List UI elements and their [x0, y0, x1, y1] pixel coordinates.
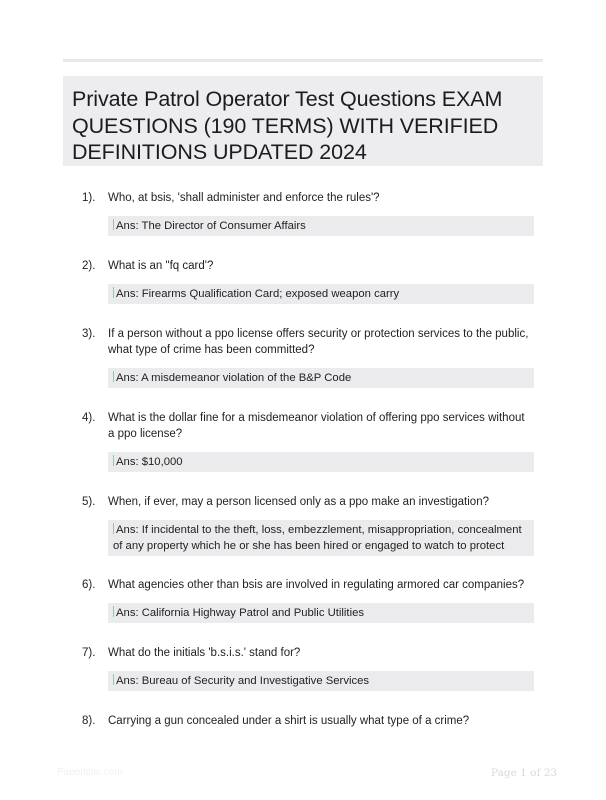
- question-number: 1).: [82, 192, 96, 204]
- answer-box: [108, 671, 534, 691]
- answer-accent-bar: [113, 219, 114, 230]
- document-title: Private Patrol Operator Test Questions EXAM QUESTIONS (190 TERMS) WITH VERIFIED DEFINITIONS UPDATED 2024: [72, 87, 503, 164]
- answer-text: Ans: California Highway Patrol and Public Utilities: [116, 607, 365, 619]
- question-number: 4).: [82, 412, 96, 424]
- question-number: 7).: [82, 647, 96, 659]
- answer-box: [108, 284, 534, 304]
- question-number: 8).: [82, 715, 96, 727]
- answer-accent-bar: [113, 674, 114, 685]
- answer-accent-bar: [113, 287, 114, 298]
- answer-text: Ans: $10,000: [116, 456, 183, 468]
- answer-box: [108, 368, 534, 388]
- answer-accent-bar: [113, 606, 114, 617]
- question-text: What do the initials 'b.s.i.s.' stand for?: [108, 647, 301, 659]
- question-text: What agencies other than bsis are involved in regulating armored car companies?: [108, 579, 525, 591]
- answer-accent-bar: [113, 523, 114, 534]
- answer-text: Ans: Firearms Qualification Card; exposed weapon carry: [116, 288, 400, 300]
- question-number: 2).: [82, 260, 96, 272]
- answer-box: [108, 452, 534, 472]
- question-text: What is an "fq card'?: [108, 260, 214, 272]
- page-indicator: Page 1 of 23: [491, 767, 558, 779]
- answer-text: Ans: Bureau of Security and Investigative Services: [116, 675, 370, 687]
- answer-box: [108, 520, 534, 556]
- footer-watermark: Paperlibic.com: [57, 767, 123, 778]
- answer-accent-bar: [113, 455, 114, 466]
- question-number: 5).: [82, 496, 96, 508]
- question-text: What is the dollar fine for a misdemeanor violation of offering ppo services without a ppo license?: [108, 412, 525, 440]
- question-text: Who, at bsis, 'shall administer and enforce the rules'?: [108, 192, 380, 204]
- question-text: If a person without a ppo license offers security or protection services to the public, what type of crime has been committed?: [108, 328, 529, 356]
- question-text: Carrying a gun concealed under a shirt is usually what type of a crime?: [108, 715, 470, 727]
- answer-box: [108, 216, 534, 236]
- question-text: When, if ever, may a person licensed only as a ppo make an investigation?: [108, 496, 489, 508]
- answer-text: Ans: A misdemeanor violation of the B&P Code: [116, 372, 352, 384]
- answer-text: Ans: The Director of Consumer Affairs: [116, 220, 306, 232]
- question-number: 3).: [82, 328, 96, 340]
- top-divider: [63, 59, 543, 62]
- answer-accent-bar: [113, 371, 114, 382]
- answer-text: Ans: If incidental to the theft, loss, embezzlement, misappropriation, concealment of any property which he or she has been hired or engaged to watch to protect: [113, 524, 522, 552]
- answer-box: [108, 603, 534, 623]
- question-number: 6).: [82, 579, 96, 591]
- title-box: [63, 76, 543, 166]
